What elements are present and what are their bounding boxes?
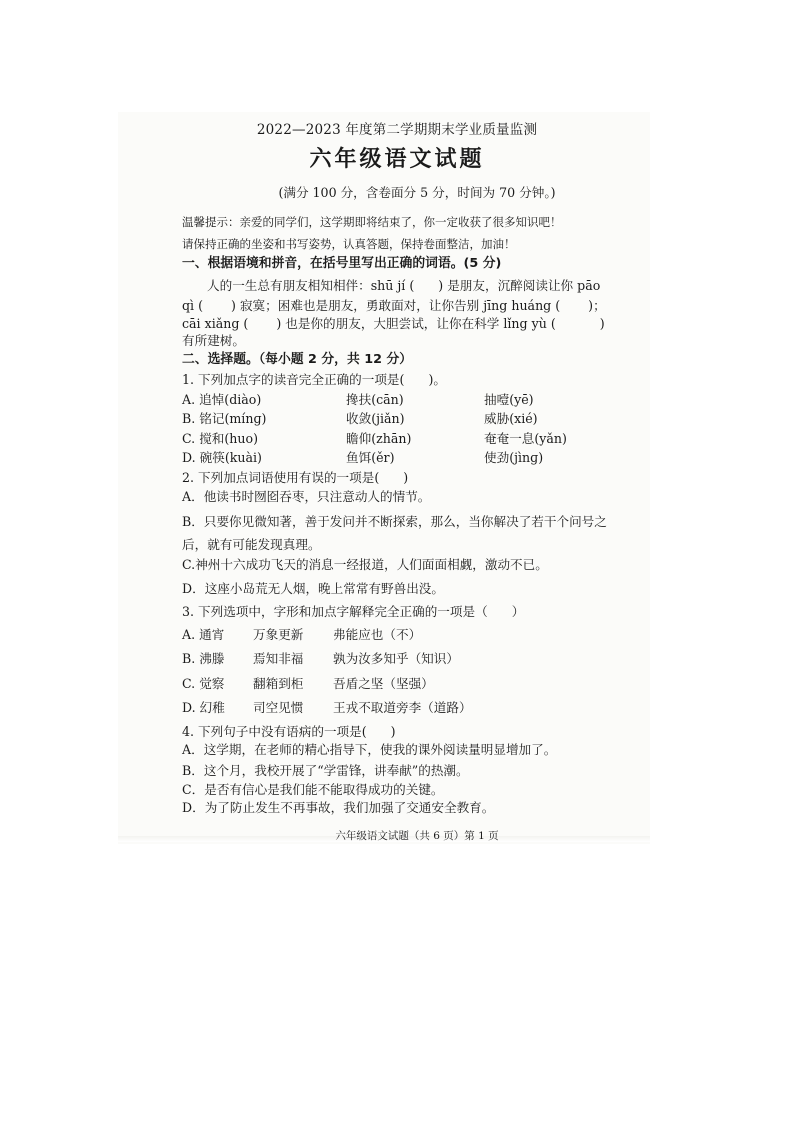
q1-option-a-1: A. 追悼(diào) (182, 392, 262, 407)
q1-option-c-2: 瞻仰(zhān) (346, 431, 412, 446)
page-footer: 六年级语文试题（共 6 页）第 1 页 (335, 830, 499, 842)
q1-option-c-1: C. 搅和(huo) (182, 431, 259, 446)
q1-option-a-3: 抽噎(yē) (484, 392, 534, 407)
q1-option-d-1: D. 碗筷(kuài) (182, 450, 262, 465)
section1-line-2: qì ( ) 寂寞；困难也是朋友，勇敢面对，让你告别 jīng huáng ( )； (182, 298, 606, 313)
q3-option-b-1: B. 沸滕 (182, 651, 225, 666)
q3-option-d-1: D. 幻稚 (182, 700, 225, 715)
q3-option-d-3: 王戎不取道旁李（道路） (333, 700, 472, 715)
q2-stem: 2. 下列加点词语使用有误的一项是( ) (182, 470, 409, 485)
q2-option-d: D．这座小岛荒无人烟，晚上常常有野兽出没。 (182, 581, 444, 596)
q1-option-b-1: B. 铭记(mínɡ) (182, 411, 267, 426)
tip-line-1: 温馨提示：亲爱的同学们，这学期即将结束了，你一定收获了很多知识吧！ (182, 215, 562, 229)
q3-option-a-2: 万象更新 (253, 627, 304, 642)
q3-stem: 3. 下列选项中，字形和加点字解释完全正确的一项是（ ） (182, 604, 525, 619)
q1-option-a-2: 搀扶(cān) (346, 392, 404, 407)
exam-title: 六年级语文试题 (309, 147, 485, 172)
q3-option-c-3: 吾盾之坚（坚强） (333, 676, 434, 691)
q1-option-c-3: 奄奄一息(yǎn) (484, 431, 567, 446)
q3-option-b-3: 孰为汝多知乎（知识） (333, 651, 459, 666)
q1-option-d-3: 使劲(jìnɡ) (484, 450, 544, 465)
q1-option-d-2: 鱼饵(ěr) (346, 450, 395, 465)
q3-option-a-3: 弗能应也（不） (333, 627, 422, 642)
exam-period-title: 2022—2023 年度第二学期期末学业质量监测 (256, 122, 538, 138)
tip-line-2: 请保持正确的坐姿和书写姿势，认真答题，保持卷面整洁，加油！ (182, 237, 516, 251)
q4-option-b: B．这个月，我校开展了“学雷锋，讲奉献”的热潮。 (182, 763, 469, 778)
section1-heading: 一、根据语境和拼音，在括号里写出正确的词语。(5 分) (182, 256, 502, 271)
q3-option-b-2: 焉知非福 (253, 651, 304, 666)
q3-option-c-1: C. 觉察 (182, 676, 225, 691)
q1-stem: 1. 下列加点字的读音完全正确的一项是( )。 (182, 372, 446, 387)
q4-option-c: C．是否有信心是我们能不能取得成功的关键。 (182, 782, 444, 797)
section1-line-4: 有所建树。 (182, 333, 245, 348)
q2-option-c: C.神州十六成功飞天的消息一经报道，人们面面相觑，激动不已。 (182, 557, 548, 572)
section1-line-1: 人的一生总有朋友相知相伴：shū jí ( ) 是朋友，沉醉阅读让你 pāo (207, 278, 601, 293)
q3-option-c-2: 翻箱到柜 (253, 676, 304, 691)
exam-subtitle: (满分 100 分，含卷面分 5 分，时间为 70 分钟。) (278, 185, 556, 200)
section2-heading: 二、选择题。（每小题 2 分，共 12 分） (182, 352, 413, 367)
q2-option-a: A．他读书时囫囵吞枣，只注意动人的情节。 (182, 489, 431, 504)
q1-option-b-2: 收敛(jiǎn) (346, 411, 405, 426)
q3-option-a-1: A. 通宵 (182, 627, 225, 642)
q4-option-d: D．为了防止发生不再事故，我们加强了交通安全教育。 (182, 800, 495, 815)
q3-option-d-2: 司空见惯 (253, 700, 304, 715)
q2-option-b-cont: 后，就有可能发现真理。 (182, 537, 321, 552)
q4-option-a: A．这学期，在老师的精心指导下，使我的课外阅读量明显增加了。 (182, 742, 557, 757)
section1-line-3: cāi xiǎng ( ) 也是你的朋友，大胆尝试，让你在科学 lǐng yù ( ) (182, 316, 605, 331)
q2-option-b: B．只要你见微知著，善于发问并不断探索，那么，当你解决了若干个问号之 (182, 514, 607, 529)
q1-option-b-3: 威胁(xié) (484, 411, 538, 426)
q4-stem: 4. 下列句子中没有语病的一项是( ) (182, 724, 396, 739)
